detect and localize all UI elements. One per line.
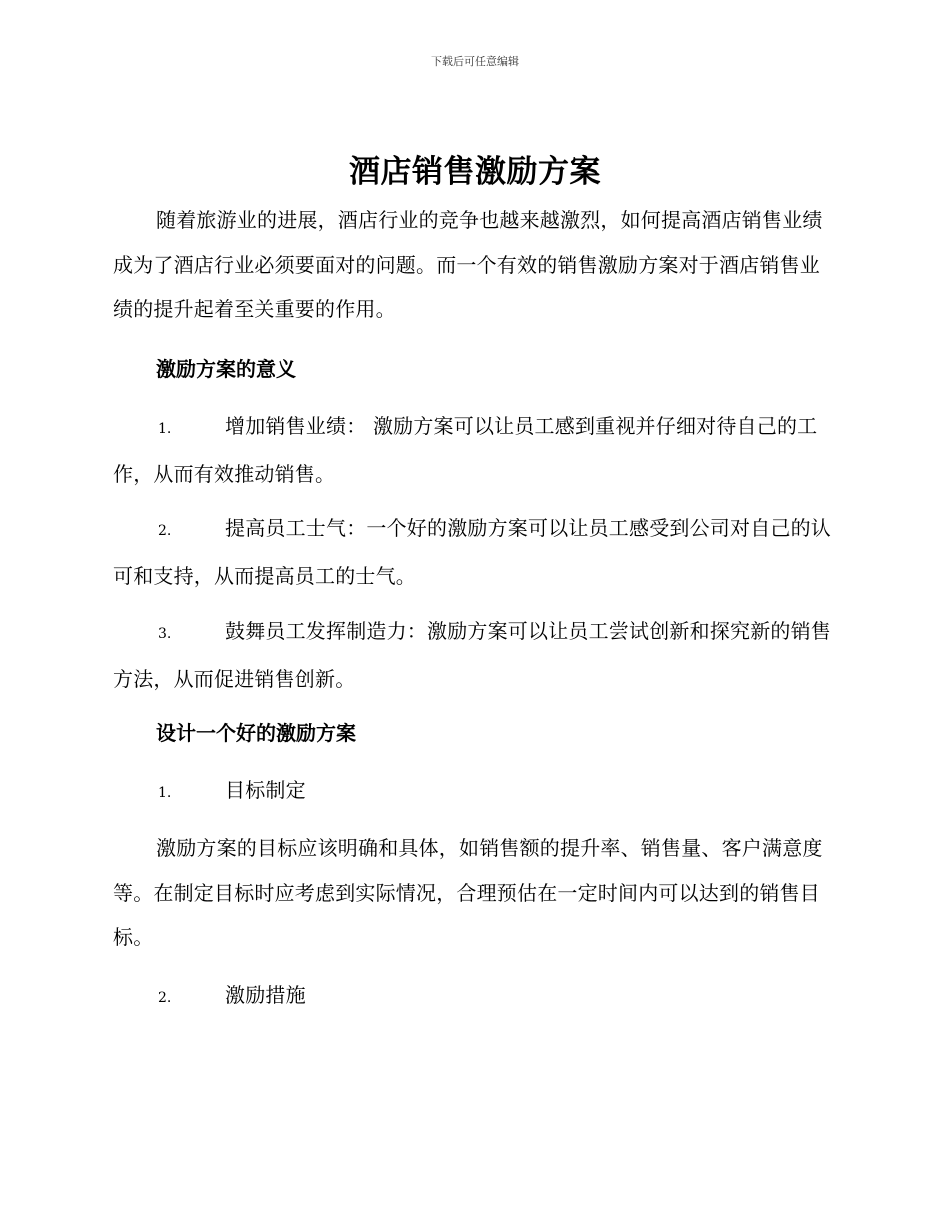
header-note: 下载后可任意编辑 [431, 55, 519, 68]
intro-paragraph: 随着旅游业的进展，酒店行业的竞争也越来越激烈，如何提高酒店销售业绩成为了酒店行业必须要面对的问题。而一个有效的销售激励方案对于酒店销售业绩的提升起着至关重要的作用。 [113, 208, 823, 321]
section-heading-design: 设计一个好的激励方案 [156, 721, 356, 745]
list-item-text: 鼓舞员工发挥制造力：激励方案可以让员工尝试创新和探究新的销售方法，从而促进销售创新。 [113, 619, 831, 691]
list-number: 3. [158, 626, 172, 642]
list-number: 2. [158, 990, 172, 1006]
list-item [113, 609, 837, 702]
list-item-text: 提高员工士气：一个好的激励方案可以让员工感受到公司对自己的认可和支持，从而提高员工的士气。 [113, 516, 831, 588]
section-heading-significance: 激励方案的意义 [156, 357, 296, 381]
list-item-text: 增加销售业绩： 激励方案可以让员工感到重视并仔细对待自己的工作，从而有效推动销售。 [113, 414, 818, 486]
list-number: 1. [158, 421, 172, 437]
document-title: 酒店销售激励方案 [349, 154, 601, 190]
list-item [113, 776, 306, 807]
goal-setting-paragraph: 激励方案的目标应该明确和具体，如销售额的提升率、销售量、客户满意度等。在制定目标时应考虑到实际情况，合理预估在一定时间内可以达到的销售目标。 [113, 836, 823, 949]
list-item [113, 981, 306, 1012]
list-item-text: 激励措施 [225, 983, 306, 1007]
list-item [113, 506, 837, 599]
list-item-text: 目标制定 [225, 778, 306, 802]
list-item [113, 404, 837, 497]
list-number: 1. [158, 785, 172, 801]
list-number: 2. [158, 523, 172, 539]
